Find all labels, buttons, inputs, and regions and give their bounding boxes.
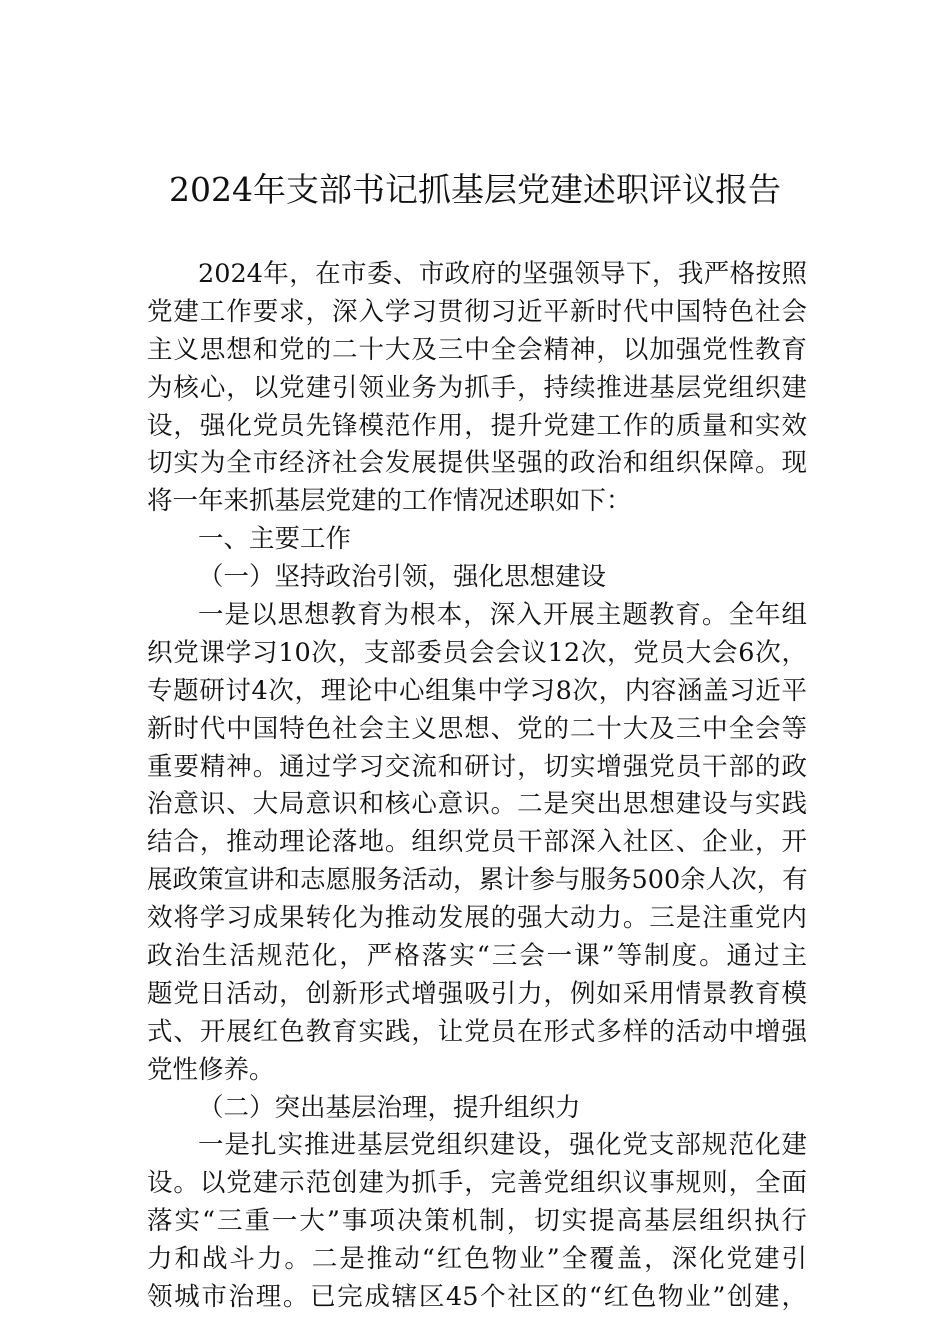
subsection-heading: （一）坚持政治引领，强化思想建设: [198, 562, 607, 593]
paragraph-line: 展政策宣讲和志愿服务活动，累计参与服务500余人次，有: [147, 865, 808, 896]
subsection-heading: （二）突出基层治理，提升组织力: [198, 1092, 581, 1123]
document-title: 2024年支部书记抓基层党建述职评议报告: [169, 170, 781, 209]
paragraph-line: 治意识、大局意识和核心意识。二是突出思想建设与实践: [147, 789, 807, 820]
paragraph-line: 主义思想和党的二十大及三中全会精神，以加强党性教育: [147, 334, 807, 365]
paragraph-line: 党建工作要求，深入学习贯彻习近平新时代中国特色社会: [147, 296, 807, 327]
paragraph-line: 党性修养。: [147, 1054, 275, 1085]
paragraph-line: 专题研讨4次，理论中心组集中学习8次，内容涵盖习近平: [147, 675, 807, 706]
paragraph-line: 织党课学习10次，支部委员会会议12次，党员大会6次，: [147, 637, 807, 668]
paragraph-line: 力和战斗力。二是推动“红色物业”全覆盖，深化党建引: [147, 1244, 807, 1275]
paragraph-line: 切实为全市经济社会发展提供坚强的政治和组织保障。现: [147, 448, 807, 479]
paragraph-line: 重要精神。通过学习交流和研讨，切实增强党员干部的政: [147, 751, 807, 782]
paragraph-line: 2024年，在市委、市政府的坚强领导下，我严格按照: [198, 259, 807, 289]
paragraph-line: 设，强化党员先锋模范作用，提升党建工作的质量和实效: [147, 410, 807, 441]
paragraph-line: 政治生活规范化，严格落实“三会一课”等制度。通过主: [147, 941, 807, 972]
paragraph-line: 新时代中国特色社会主义思想、党的二十大及三中全会等: [147, 713, 807, 744]
section-heading: 一、主要工作: [198, 524, 352, 555]
paragraph-line: 题党日活动，创新形式增强吸引力，例如采用情景教育模: [147, 978, 807, 1009]
paragraph-line: 式、开展红色教育实践，让党员在形式多样的活动中增强: [147, 1016, 807, 1047]
paragraph-line: 效将学习成果转化为推动发展的强大动力。三是注重党内: [147, 903, 807, 934]
paragraph-line: 落实“三重一大”事项决策机制，切实提高基层组织执行: [147, 1206, 807, 1237]
paragraph-line: 领城市治理。已完成辖区45个社区的“红色物业”创建，: [147, 1282, 807, 1313]
paragraph-line: 一是以思想教育为根本，深入开展主题教育。全年组: [198, 600, 807, 631]
document-body: [147, 256, 807, 1317]
paragraph-line: 设。以党建示范创建为抓手，完善党组织议事规则，全面: [147, 1168, 807, 1199]
paragraph-line: 为核心，以党建引领业务为抓手，持续推进基层党组织建: [147, 372, 807, 403]
paragraph-line: 结合，推动理论落地。组织党员干部深入社区、企业，开: [147, 827, 807, 858]
paragraph-line: 一是扎实推进基层党组织建设，强化党支部规范化建: [198, 1130, 807, 1161]
paragraph-line: 将一年来抓基层党建的工作情况述职如下：: [147, 486, 632, 517]
